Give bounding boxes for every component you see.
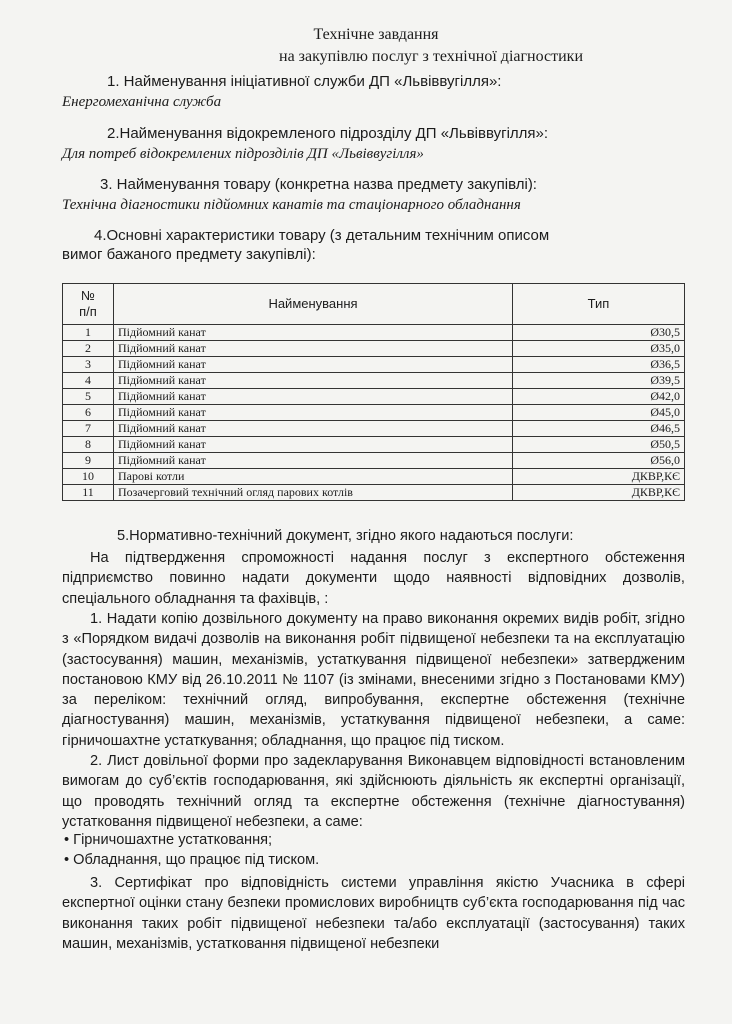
section3-label: 3. Найменування товару (конкретна назва предмету закупівлі): (100, 176, 537, 193)
row-type: Ø39,5 (513, 373, 685, 389)
section1-label: 1. Найменування ініціативної служби ДП «Львіввугілля»: (107, 73, 502, 90)
row-type: Ø45,0 (513, 405, 685, 421)
row-number: 7 (63, 421, 114, 437)
section4-label-cont: вимог бажаного предмету закупівлі): (62, 246, 316, 263)
table-row (63, 437, 685, 453)
row-type: Ø56,0 (513, 453, 685, 469)
header-num: № п/п (63, 284, 114, 325)
table-row (63, 357, 685, 373)
row-name: Позачерговий технічний огляд парових котлів (114, 485, 513, 501)
table-row (63, 485, 685, 501)
section5-item3: 3. Сертифікат про відповідність системи управління якістю Учасника в сфері експертної оцінки стану безпеки промислових виробництв суб’єкта господарювання під час виконання таких робіт підвищеної небезпеки та/або експлуатації (застосування) таких машин, механізмів, устатковання підвищеної небезпеки (62, 875, 685, 952)
bullet-mining-equipment: • Гірничошахтне устатковання; (64, 832, 273, 848)
specification-table (62, 283, 685, 501)
bullet-pressure-equipment: • Обладнання, що працює під тиском. (64, 852, 320, 868)
table-row (63, 469, 685, 485)
section3-value: Технічна діагностики підйомних канатів та стаціонарного обладнання (62, 197, 521, 213)
section4-label: 4.Основні характеристики товару (з детальним технічним описом (94, 227, 550, 244)
section5-item1: 1. Надати копію дозвільного документу на право виконання окремих видів робіт, згідно з «Порядком видачі дозволів на виконання робіт підвищеної небезпеки та на експлуатацію (застосування) машин, механізмів, устаткування підвищеної небезпеки» затвердженим постановою КМУ від 26.10.2011 № 1107 (із змінами, внесеними згідно з Постановами КМУ) за переліком: технічний огляд, випробування, експертне обстеження (технічне діагностування) машин, механізмів, устаткування підвищеної небезпеки, а саме: гірничошахтне устаткування; обладнання, що працює під тиском. (62, 611, 685, 749)
table-row (63, 421, 685, 437)
row-number: 6 (63, 405, 114, 421)
row-name: Підйомний канат (114, 341, 513, 357)
table-row (63, 453, 685, 469)
row-name: Підйомний канат (114, 325, 513, 341)
row-number: 3 (63, 357, 114, 373)
row-name: Підйомний канат (114, 437, 513, 453)
row-type: Ø30,5 (513, 325, 685, 341)
header-name: Найменування (114, 284, 513, 325)
row-type: ДКВР,КЄ (513, 485, 685, 501)
table-row (63, 325, 685, 341)
row-type: Ø35,0 (513, 341, 685, 357)
table-row (63, 373, 685, 389)
header-type: Тип (513, 284, 685, 325)
row-name: Підйомний канат (114, 389, 513, 405)
row-name: Підйомний канат (114, 421, 513, 437)
row-number: 1 (63, 325, 114, 341)
section5-item2: 2. Лист довільної форми про задекларування Виконавцем відповідності встановленим вимогам до суб’єктів господарювання, які здійснюють діяльність як експертні організації, що проводять технічний огляд та експертне обстеження (технічне діагностування) устатковання підвищеної небезпеки, а саме: (62, 753, 685, 830)
row-type: Ø36,5 (513, 357, 685, 373)
row-number: 2 (63, 341, 114, 357)
table-header-row (63, 284, 685, 325)
row-name: Підйомний канат (114, 357, 513, 373)
row-type: Ø42,0 (513, 389, 685, 405)
section1-value: Енергомеханічна служба (62, 94, 222, 110)
row-number: 10 (63, 469, 114, 485)
row-type: Ø50,5 (513, 437, 685, 453)
row-number: 11 (63, 485, 114, 501)
row-number: 9 (63, 453, 114, 469)
row-number: 4 (63, 373, 114, 389)
row-name: Підйомний канат (114, 405, 513, 421)
table-row (63, 405, 685, 421)
document-title: Технічне завдання (313, 26, 439, 43)
section5-heading: 5.Нормативно-технічний документ, згідно якого надаються послуги: (117, 528, 574, 544)
row-type: Ø46,5 (513, 421, 685, 437)
row-type: ДКВР,КЄ (513, 469, 685, 485)
row-number: 8 (63, 437, 114, 453)
section2-label: 2.Найменування відокремленого підрозділу ДП «Львіввугілля»: (107, 125, 549, 142)
row-name: Підйомний канат (114, 453, 513, 469)
section5-intro: На підтвердження спроможності надання послуг з експертного обстеження підприємство повинно надати документи щодо наявності відповідних дозволів, спеціального обладнання та фахівців, : (62, 550, 685, 607)
table-row (63, 389, 685, 405)
row-name: Парові котли (114, 469, 513, 485)
row-number: 5 (63, 389, 114, 405)
document-subtitle: на закупівлю послуг з технічної діагностики (279, 48, 583, 65)
section2-value: Для потреб відокремлених підрозділів ДП «Львіввугілля» (62, 146, 424, 162)
table-row (63, 341, 685, 357)
row-name: Підйомний канат (114, 373, 513, 389)
